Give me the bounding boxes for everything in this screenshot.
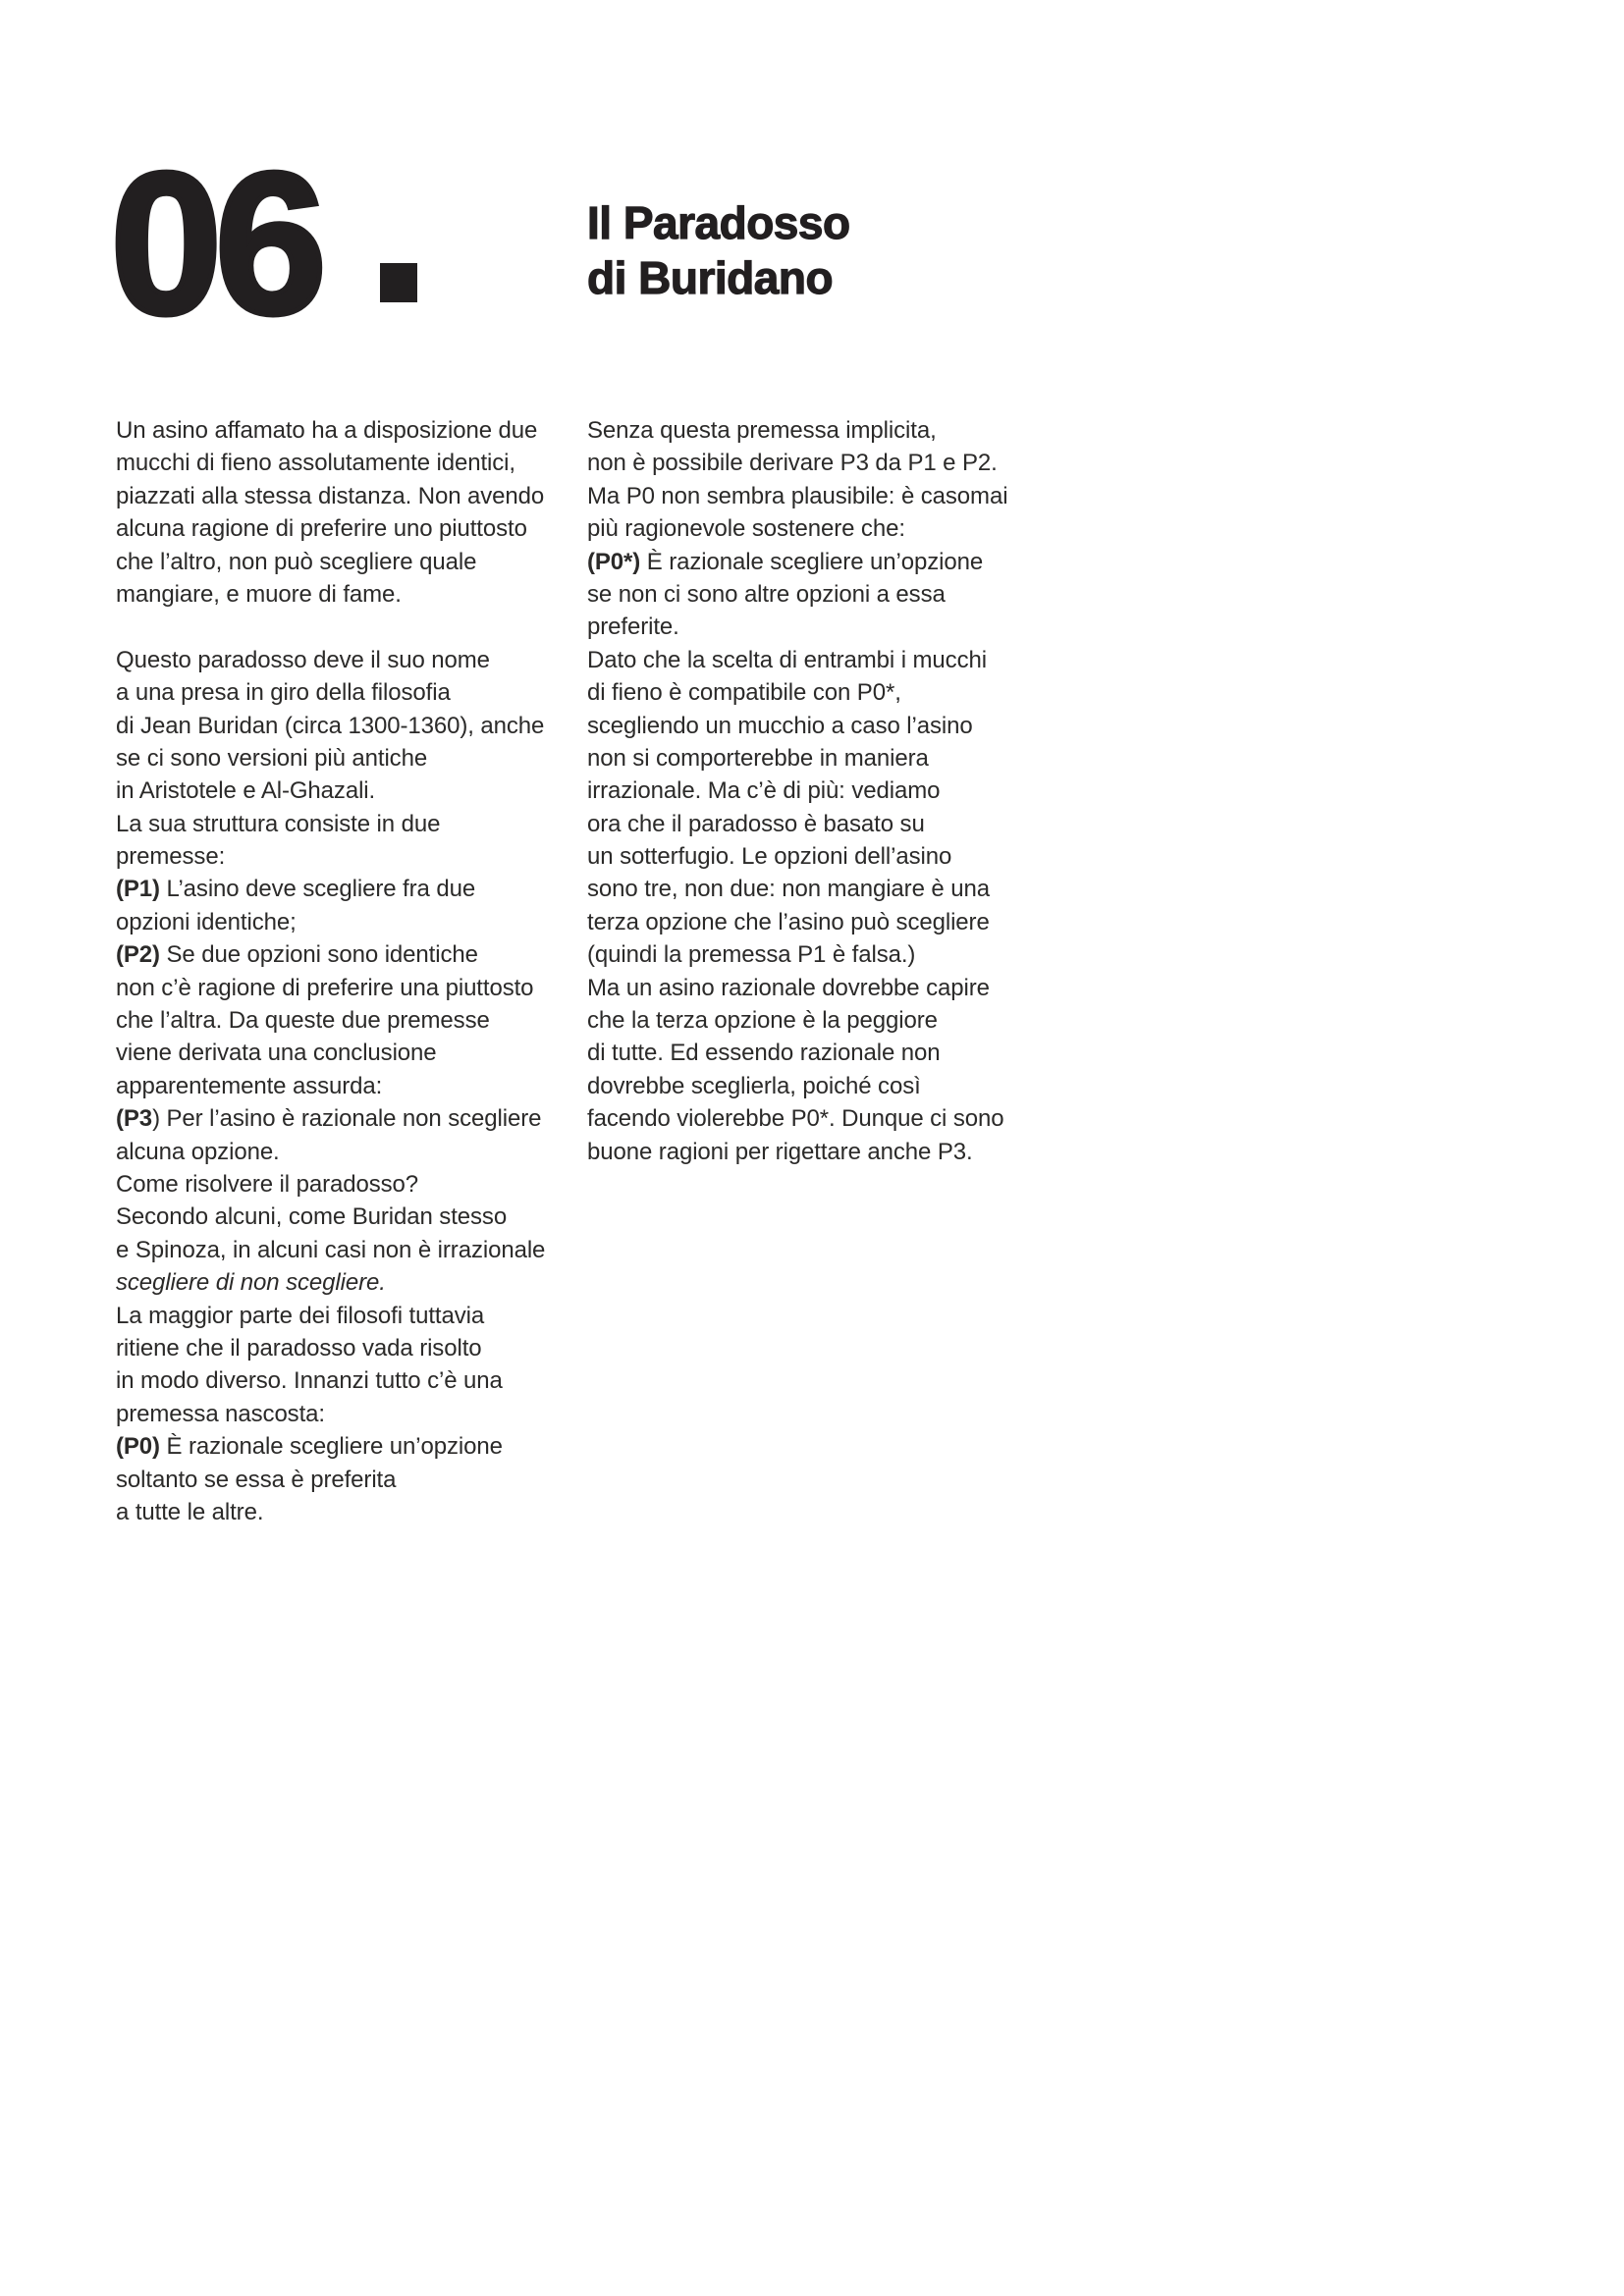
text-segment: premessa nascosta:: [116, 1400, 325, 1427]
text-segment: se non ci sono altre opzioni a essa: [587, 580, 946, 608]
text-line: [116, 1398, 587, 1430]
text-segment: È razionale scegliere un’opzione: [159, 1433, 503, 1461]
text-line: [587, 1102, 1058, 1135]
text-line: [116, 906, 587, 938]
text-segment: piazzati alla stessa distanza. Non avendo: [116, 482, 545, 509]
text-line: [587, 546, 1058, 578]
text-segment: se ci sono versioni più antiche: [116, 744, 428, 772]
text-line: [587, 611, 1058, 643]
text-line: [116, 972, 587, 1004]
text-segment: e Spinoza, in alcuni casi non è irrazionale: [116, 1236, 546, 1263]
text-line: [587, 578, 1058, 611]
text-line: [116, 676, 587, 709]
text-segment: che l’altro, non può scegliere quale: [116, 548, 477, 575]
text-segment: alcuna opzione.: [116, 1138, 280, 1165]
emphasized-text: scegliere di non scegliere.: [116, 1269, 386, 1297]
text-segment: a tutte le altre.: [116, 1498, 264, 1525]
text-line: [116, 1201, 587, 1233]
text-line: [116, 414, 587, 447]
text-line: [116, 710, 587, 742]
text-line: [116, 1464, 587, 1496]
page-title: [587, 195, 850, 305]
premise-label: (P0*): [587, 548, 641, 575]
text-line: [116, 1102, 587, 1135]
text-line: [116, 1070, 587, 1102]
text-line: [116, 1364, 587, 1397]
premise-label: (P3: [116, 1105, 153, 1133]
text-line: [587, 512, 1058, 545]
text-line: [116, 1234, 587, 1266]
text-segment: Come risolvere il paradosso?: [116, 1170, 419, 1198]
text-segment: in modo diverso. Innanzi tutto c’è una: [116, 1367, 503, 1395]
text-line: [116, 447, 587, 479]
text-segment: L’asino deve scegliere fra due: [159, 876, 476, 903]
text-segment: buone ragioni per rigettare anche P3.: [587, 1138, 973, 1165]
text-line: [587, 840, 1058, 873]
text-segment: Secondo alcuni, come Buridan stesso: [116, 1203, 508, 1231]
text-line: [587, 1004, 1058, 1037]
text-line: [587, 447, 1058, 479]
text-segment: La maggior parte dei filosofi tuttavia: [116, 1302, 485, 1329]
text-line: [587, 676, 1058, 709]
text-line: [116, 1300, 587, 1332]
text-segment: Questo paradosso deve il suo nome: [116, 646, 490, 673]
text-line: [587, 1037, 1058, 1069]
text-line: [116, 1004, 587, 1037]
text-line: [587, 808, 1058, 840]
text-segment: in Aristotele e Al-Ghazali.: [116, 777, 376, 805]
text-line: [116, 840, 587, 873]
text-line: [116, 808, 587, 840]
text-segment: dovrebbe sceglierla, poiché così: [587, 1072, 921, 1099]
text-line: [587, 644, 1058, 676]
page-title-line-2: di Buridano: [587, 252, 834, 303]
text-segment: apparentemente assurda:: [116, 1072, 383, 1099]
premise-label: (P2): [116, 941, 160, 969]
text-segment: un sotterfugio. Le opzioni dell’asino: [587, 843, 952, 871]
chapter-number: 06: [110, 131, 320, 356]
text-line: [587, 414, 1058, 447]
right-column: [587, 414, 1058, 1168]
text-line: [116, 873, 587, 905]
text-line: [587, 906, 1058, 938]
text-line: [587, 1136, 1058, 1168]
text-segment: mucchi di fieno assolutamente identici,: [116, 450, 515, 477]
text-segment: di fieno è compatibile con P0*,: [587, 679, 901, 707]
text-line: [116, 546, 587, 578]
text-segment: Ma P0 non sembra plausibile: è casomai: [587, 482, 1008, 509]
text-segment: scegliendo un mucchio a caso l’asino: [587, 712, 973, 739]
text-segment: che l’altra. Da queste due premesse: [116, 1007, 490, 1035]
text-segment: premesse:: [116, 843, 226, 871]
text-segment: alcuna ragione di preferire uno piuttosto: [116, 515, 527, 543]
text-line: [116, 742, 587, 774]
text-line: [587, 873, 1058, 905]
text-line: [587, 742, 1058, 774]
text-line: [116, 938, 587, 971]
text-segment: Ma un asino razionale dovrebbe capire: [587, 974, 990, 1001]
text-segment: Un asino affamato ha a disposizione due: [116, 417, 538, 444]
text-line: [587, 710, 1058, 742]
text-segment: non è possibile derivare P3 da P1 e P2.: [587, 450, 998, 477]
text-segment: ritiene che il paradosso vada risolto: [116, 1334, 482, 1362]
text-segment: La sua struttura consiste in due: [116, 810, 441, 837]
text-segment: Se due opzioni sono identiche: [159, 941, 478, 969]
chapter-number-square-period: [380, 263, 417, 302]
text-segment: irrazionale. Ma c’è di più: vediamo: [587, 777, 941, 805]
text-segment: più ragionevole sostenere che:: [587, 515, 905, 543]
text-segment: che la terza opzione è la peggiore: [587, 1007, 938, 1035]
text-line: [116, 1037, 587, 1069]
text-line: [116, 774, 587, 807]
premise-label: (P1): [116, 876, 160, 903]
left-column: [116, 414, 587, 1528]
text-line: [116, 1136, 587, 1168]
text-segment: preferite.: [587, 614, 679, 641]
text-line: [587, 480, 1058, 512]
text-line: [116, 1168, 587, 1201]
text-line: [116, 1332, 587, 1364]
text-line: [116, 1430, 587, 1463]
text-line: [116, 1496, 587, 1528]
text-segment: terza opzione che l’asino può scegliere: [587, 908, 990, 935]
text-line: [116, 578, 587, 611]
text-line: [116, 1266, 587, 1299]
text-line: [587, 1070, 1058, 1102]
text-segment: (quindi la premessa P1 è falsa.): [587, 941, 916, 969]
text-line: [587, 972, 1058, 1004]
text-line: [116, 480, 587, 512]
text-segment: Dato che la scelta di entrambi i mucchi: [587, 646, 987, 673]
text-segment: mangiare, e muore di fame.: [116, 580, 402, 608]
text-line: [587, 938, 1058, 971]
text-line: [116, 512, 587, 545]
text-segment: viene derivata una conclusione: [116, 1040, 437, 1067]
text-segment: ) Per l’asino è razionale non scegliere: [152, 1105, 542, 1133]
premise-label: (P0): [116, 1433, 160, 1461]
text-segment: facendo violerebbe P0*. Dunque ci sono: [587, 1105, 1004, 1133]
text-segment: opzioni identiche;: [116, 908, 297, 935]
text-segment: ora che il paradosso è basato su: [587, 810, 925, 837]
text-segment: sono tre, non due: non mangiare è una: [587, 876, 990, 903]
text-segment: Senza questa premessa implicita,: [587, 417, 937, 444]
text-segment: di Jean Buridan (circa 1300-1360), anche: [116, 712, 545, 739]
paragraph-spacer: [116, 611, 587, 643]
text-segment: non c’è ragione di preferire una piuttosto: [116, 974, 534, 1001]
text-segment: di tutte. Ed essendo razionale non: [587, 1040, 941, 1067]
text-segment: soltanto se essa è preferita: [116, 1466, 397, 1493]
text-segment: non si comporterebbe in maniera: [587, 744, 929, 772]
text-segment: È razionale scegliere un’opzione: [640, 548, 984, 575]
text-line: [116, 644, 587, 676]
text-segment: a una presa in giro della filosofia: [116, 679, 451, 707]
page-title-line-1: Il Paradosso: [587, 197, 850, 248]
text-line: [587, 774, 1058, 807]
